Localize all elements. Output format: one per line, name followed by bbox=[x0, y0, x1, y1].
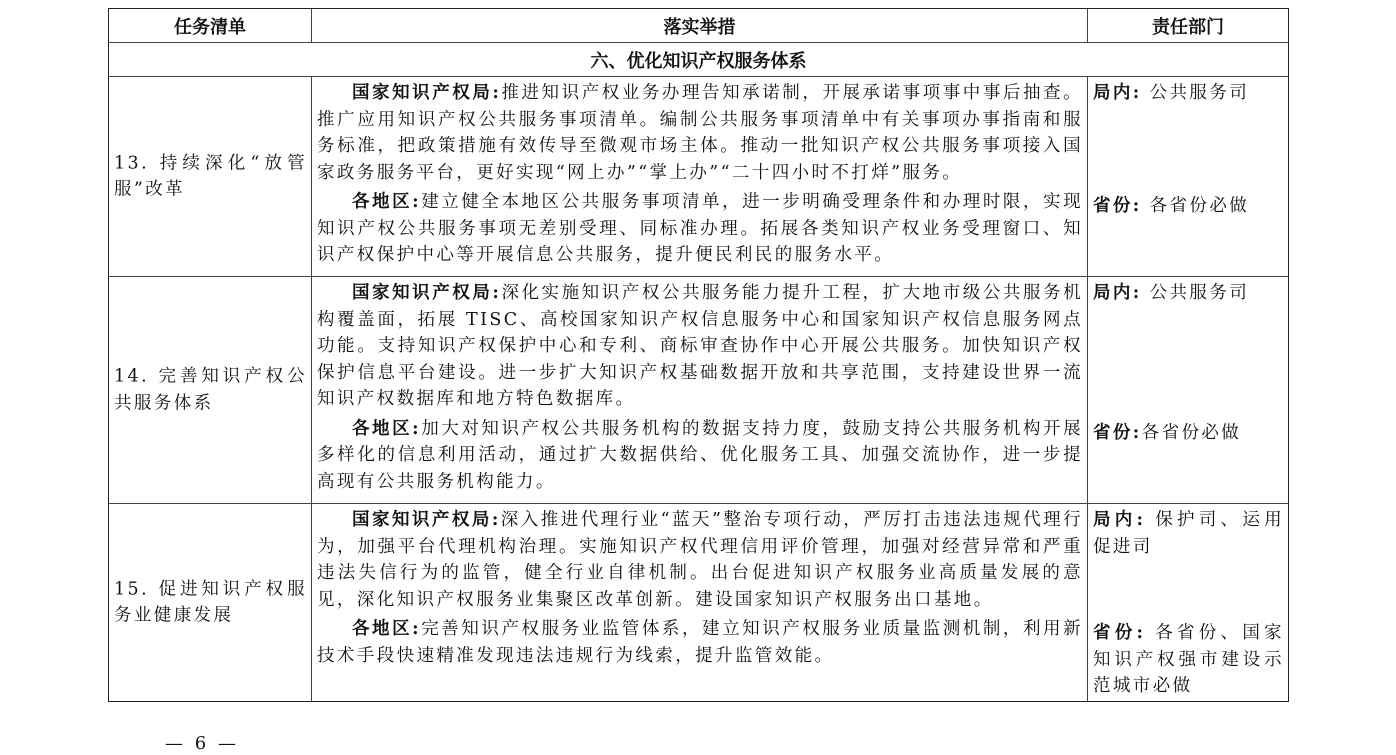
dept-internal: 局内: 公共服务司 bbox=[1093, 283, 1250, 303]
page-number: — 6 — bbox=[165, 733, 239, 754]
task-name: 15. 促进知识产权服务业健康发展 bbox=[114, 579, 307, 626]
section-title: 六、优化知识产权服务体系 bbox=[109, 42, 1288, 76]
measure-regional: 各地区:建立健全本地区公共服务事项清单，进一步明确受理条件和办理时限，实现知识产权公共服务事项无差别受理、同标准办理。拓展各类知识产权业务受理窗口、知识产权保护中心等开展信息公共服务，提升便民利民的服务水平。 bbox=[317, 192, 1084, 265]
header-task-list: 任务清单 bbox=[109, 9, 312, 42]
measure-national: 国家知识产权局:深化实施知识产权公共服务能力提升工程，扩大地市级公共服务机构覆盖面，拓展 TISC、高校国家知识产权信息服务中心和国家知识产权信息服务网点功能。支持知识产权保护中心和专利、商标审查协作中心开展公共服务。加快知识产权保护信息平台建设。进一步扩大知识产权基础数据开放和共享范围，支持建设世界一流知识产权数据库和地方特色数据库。 bbox=[317, 283, 1083, 409]
header-department: 责任部门 bbox=[1152, 16, 1224, 38]
header-measures: 落实举措 bbox=[312, 9, 1088, 42]
measure-national: 国家知识产权局:推进知识产权业务办理告知承诺制，开展承诺事项事中事后抽查。推广应用知识产权公共服务事项清单。编制公共服务事项清单中有关事项办事指南和服务标准，把政策措施有效传导至微观市场主体。推动一批知识产权公共服务事项接入国家政务服务平台，更好实现“网上办”“掌上办”“二十四小时不打烊”服务。 bbox=[317, 83, 1083, 183]
dept-province: 省份: 各省份、国家知识产权强市建设示范城市必做 bbox=[1093, 623, 1284, 696]
table-row bbox=[109, 76, 1288, 276]
dept-province: 省份:各省份必做 bbox=[1093, 423, 1242, 443]
table-header bbox=[109, 9, 1288, 42]
task-table bbox=[108, 8, 1289, 702]
measure-national: 国家知识产权局:深入推进代理行业“蓝天”整治专项行动，严厉打击违法违规代理行为，加强平台代理机构治理。实施知识产权代理信用评价管理，加强对经营异常和严重违法失信行为的监管，健全行业自律机制。出台促进知识产权服务业高质量发展的意见，深化知识产权服务业集聚区改革创新。建设国家知识产权服务出口基地。 bbox=[317, 510, 1083, 610]
table-row bbox=[109, 503, 1288, 701]
task-name: 14. 完善知识产权公共服务体系 bbox=[114, 366, 307, 413]
dept-province: 省份: 各省份必做 bbox=[1093, 196, 1250, 216]
dept-internal: 局内: 保护司、运用促进司 bbox=[1093, 510, 1284, 557]
task-name: 13. 持续深化“放管服”改革 bbox=[114, 153, 307, 200]
measure-regional: 各地区:加大对知识产权公共服务机构的数据支持力度，鼓励支持公共服务机构开展多样化的信息利用活动，通过扩大数据供给、优化服务工具、加强交流协作，进一步提高现有公共服务机构能力。 bbox=[317, 418, 1084, 492]
dept-internal: 局内: 公共服务司 bbox=[1093, 83, 1250, 103]
table-row bbox=[109, 276, 1288, 503]
measure-regional: 各地区:完善知识产权服务业监管体系，建立知识产权服务业质量监测机制，利用新技术手段快速精准发现违法违规行为线索，提升监管效能。 bbox=[317, 619, 1084, 666]
